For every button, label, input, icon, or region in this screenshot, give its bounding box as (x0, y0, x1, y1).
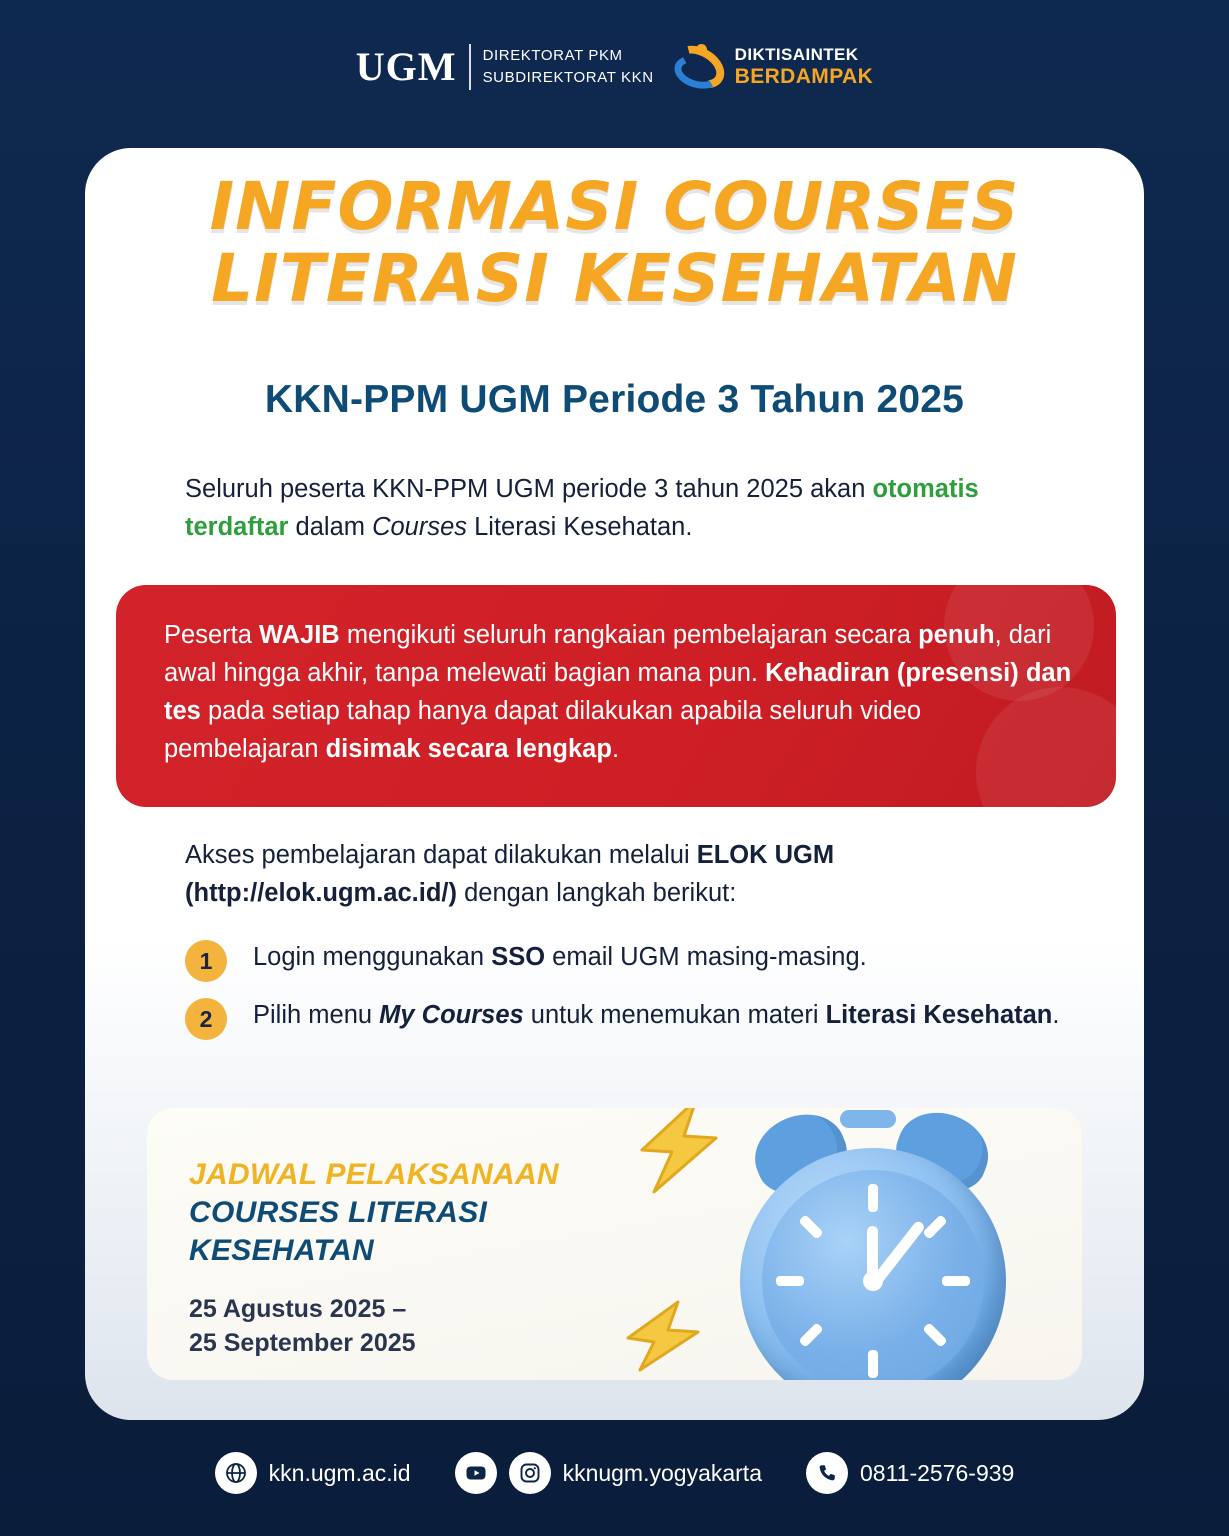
list-item (185, 996, 1074, 1040)
access-link-label[interactable]: ELOK UGM (http://elok.ugm.ac.id/) (185, 841, 835, 907)
lightning-bolt-icon (624, 1108, 734, 1194)
warn-b1: WAJIB (258, 621, 340, 649)
clock-handle (840, 1110, 896, 1128)
logo-divider (469, 44, 471, 90)
diktisaintek-line-1: DIKTISAINTEK (734, 44, 859, 64)
intro-highlight: otomatis terdaftar (185, 475, 979, 541)
warn-b3: Kehadiran (presensi) dan tes (164, 659, 1072, 725)
globe-icon (215, 1452, 257, 1494)
header-logos (0, 42, 1229, 92)
schedule-date-line-1: 25 Agustus 2025 – (189, 1295, 407, 1323)
warning-text (164, 616, 1076, 768)
footer-contact (0, 1452, 1229, 1494)
content-card (85, 148, 1144, 1420)
list-item (185, 938, 1074, 982)
ugm-line-2: SUBDIREKTORAT KKN (482, 69, 654, 86)
intro-part-3: Literasi Kesehatan. (467, 513, 693, 541)
footer-phone[interactable] (806, 1452, 1014, 1494)
diktisaintek-line-2: BERDAMPAK (734, 65, 874, 89)
step2-b2: Literasi Kesehatan (825, 1001, 1053, 1029)
warning-box (116, 585, 1116, 807)
ugm-unit-text (483, 45, 654, 90)
diktisaintek-mark-icon (672, 42, 726, 92)
warn-t1: Peserta (164, 621, 259, 649)
warn-b2: penuh (918, 621, 995, 649)
schedule-card (147, 1108, 1082, 1380)
warn-t2: mengikuti seluruh rangkaian pembelajaran secara (339, 621, 919, 649)
step2-t1: Pilih menu (253, 1001, 380, 1029)
intro-paragraph (185, 470, 1049, 546)
step-number-badge: 1 (185, 940, 227, 982)
schedule-date-line-2: 25 September 2025 (189, 1329, 416, 1357)
youtube-icon (455, 1452, 497, 1494)
ugm-line-1: DIREKTORAT PKM (482, 46, 623, 64)
access-t2: dengan langkah berikut: (457, 879, 737, 907)
step-text (253, 938, 867, 976)
step2-b1: My Courses (379, 1001, 524, 1029)
lightning-bolt-icon (612, 1298, 712, 1374)
title-line-1: INFORMASI COURSES (209, 168, 1020, 245)
footer-website[interactable] (215, 1452, 411, 1494)
warn-t4: pada setiap tahap hanya dapat dilakukan apabila seluruh video pembelajaran (164, 697, 922, 763)
step2-t2: untuk menemukan materi (523, 1001, 826, 1029)
warn-t5: . (611, 735, 620, 763)
step2-t3: . (1052, 1001, 1060, 1029)
warn-b4: disimak secara lengkap (325, 735, 612, 763)
access-paragraph (185, 836, 1074, 912)
schedule-heading-blue-2: KESEHATAN (189, 1234, 374, 1267)
schedule-heading-yellow: JADWAL PELAKSANAAN (189, 1158, 559, 1191)
step-text (253, 996, 1059, 1034)
title-line-2: LITERASI KESEHATAN (211, 240, 1018, 317)
diktisaintek-text (735, 45, 874, 90)
intro-part-2: dalam (288, 513, 373, 541)
poster-subtitle: KKN-PPM UGM Periode 3 Tahun 2025 (264, 378, 965, 421)
step-number-badge: 2 (185, 998, 227, 1040)
footer-website-label: kkn.ugm.ac.id (268, 1459, 411, 1486)
alarm-clock-illustration (692, 1108, 1072, 1380)
access-t1: Akses pembelajaran dapat dilakukan melalui (185, 841, 697, 869)
clock-center (863, 1271, 883, 1291)
ugm-wordmark: UGM (355, 44, 457, 89)
poster-title (85, 168, 1144, 317)
intro-part-1: Seluruh peserta KKN-PPM UGM periode 3 tahun 2025 akan (185, 475, 873, 503)
phone-icon (806, 1452, 848, 1494)
warn-t3: , dari awal hingga akhir, tanpa melewati bagian mana pun. (164, 621, 1052, 687)
footer-social-label: kknugm.yogyakarta (562, 1459, 762, 1486)
steps-list (185, 938, 1074, 1054)
clock-face (762, 1170, 984, 1380)
step1-t1: Login menggunakan (253, 943, 492, 971)
footer-social[interactable] (455, 1452, 762, 1494)
step1-t2: email UGM masing-masing. (545, 943, 867, 971)
schedule-heading-blue-1: COURSES LITERASI (189, 1196, 488, 1229)
intro-italic: Courses (372, 513, 468, 541)
footer-phone-label: 0811-2576-939 (860, 1459, 1015, 1486)
diktisaintek-logo (672, 42, 874, 92)
instagram-icon (509, 1452, 551, 1494)
step1-b1: SSO (491, 943, 546, 971)
ugm-logo (356, 44, 654, 90)
